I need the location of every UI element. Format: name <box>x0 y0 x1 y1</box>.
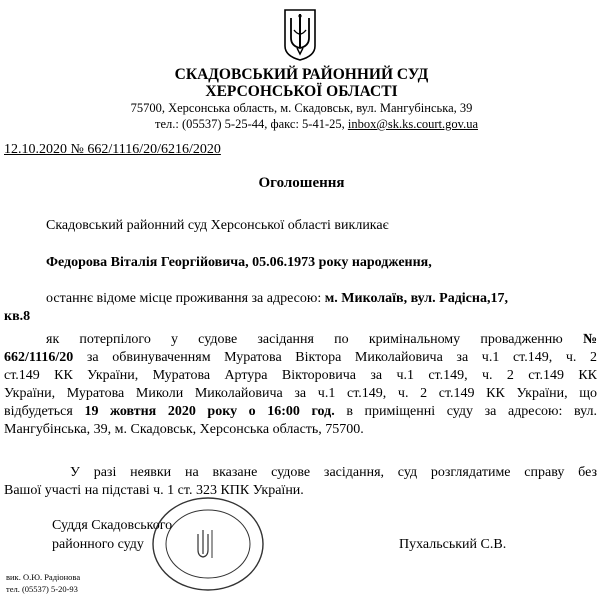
body-line-5 <box>4 403 597 421</box>
line5-suffix: в приміщенні суду за адресою: вул. <box>346 404 598 419</box>
judge-name: Пухальський С.В. <box>399 537 507 552</box>
body-line-2 <box>4 349 597 367</box>
contacts-text: тел.: (05537) 5-25-44, факс: 5-41-25, <box>154 117 348 131</box>
line1-text: як потерпілого у судове засідання по кримінальному провадженню <box>46 332 563 347</box>
summoned-person: Федорова Віталія Георгійовича, 05.06.1973 року народження, <box>46 255 432 270</box>
intro-text: Скадовський районний суд Херсонської області викликає <box>46 218 389 233</box>
body-line-6: Мангубінська, 39, м. Скадовськ, Херсонська область, 75700. <box>4 422 364 437</box>
residence-apartment: кв.8 <box>4 309 31 324</box>
document-title: Оголошення <box>258 175 345 191</box>
executor: вик. О.Ю. Радіонова <box>6 572 81 582</box>
judge-position-line1: Суддя Скадовського <box>52 518 173 533</box>
case-number-sign: № <box>582 332 598 347</box>
document-reference: 12.10.2020 № 662/1116/20/6216/2020 <box>4 142 221 157</box>
warning-line-2: Вашої участі на підставі ч. 1 ст. 323 КПК України. <box>4 483 304 498</box>
body-line-4: України, Муратова Миколи Миколайовича за ч.1 ст.149, ч. 2 ст.149 КК України, що <box>4 386 597 401</box>
official-stamp <box>148 494 268 594</box>
executor-phone: тел. (05537) 5-20-93 <box>6 584 78 594</box>
line2-text: за обвинуваченням Муратова Віктора Миколайовича за ч.1 ст.149, ч. 2 <box>86 350 597 365</box>
residence-address: м. Миколаїв, вул. Радісна,17, <box>324 291 508 306</box>
court-name-line1: СКАДОВСЬКИЙ РАЙОННИЙ СУД <box>174 66 429 83</box>
email-link[interactable]: inbox@sk.ks.court.gov.ua <box>347 117 479 131</box>
court-contacts <box>0 117 603 132</box>
court-name-line2: ХЕРСОНСЬКОЇ ОБЛАСТІ <box>205 83 398 100</box>
body-line-1 <box>46 331 597 349</box>
warning-line-1: У разі неявки на вказане судове засідання, суд розглядатиме справу без <box>70 465 597 480</box>
residence-line <box>46 290 597 308</box>
judge-position-line2: районного суду <box>52 537 144 552</box>
hearing-date: 19 жовтня 2020 року о 16:00 год. <box>84 404 335 419</box>
residence-text: останнє відоме місце проживання за адресою: <box>46 291 322 306</box>
court-address: 75700, Херсонська область, м. Скадовськ, вул. Мангубінська, 39 <box>130 101 473 115</box>
coat-of-arms-icon <box>283 8 317 62</box>
line5-prefix: відбудеться <box>4 404 73 419</box>
case-number: 662/1116/20 <box>4 350 74 365</box>
body-line-3: ст.149 КК України, Муратова Артура Вікторовича за ч.1 ст.149, ч. 2 ст.149 КК <box>4 368 597 383</box>
